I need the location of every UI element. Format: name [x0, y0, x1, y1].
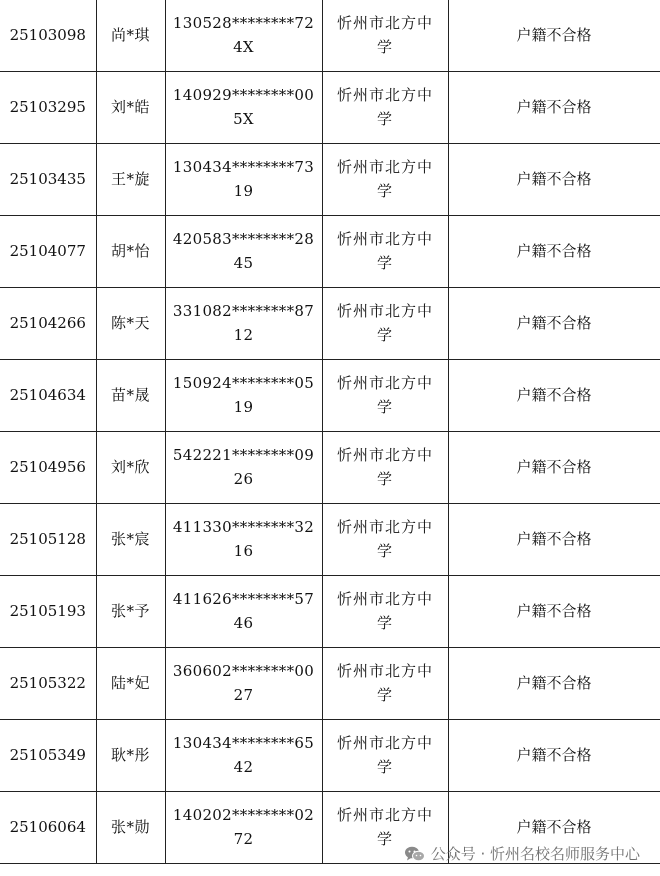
school-cell [322, 576, 448, 648]
candidate-id-cell: 25104956 [0, 432, 96, 504]
table-row [0, 0, 660, 72]
table-row [0, 432, 660, 504]
id-number-line-1: 411626********57 [172, 590, 315, 609]
reason-cell: 户籍不合格 [448, 144, 660, 216]
candidate-id-cell: 25105128 [0, 504, 96, 576]
id-number-line-1: 411330********32 [172, 518, 315, 537]
id-number-cell [165, 144, 322, 216]
reason-cell: 户籍不合格 [448, 288, 660, 360]
id-number-cell [165, 288, 322, 360]
school-line-1: 忻州市北方中 [336, 374, 433, 393]
school-line-2: 学 [376, 109, 393, 128]
candidate-name-cell: 胡*怡 [96, 216, 165, 288]
school-cell [322, 144, 448, 216]
reason-cell: 户籍不合格 [448, 0, 660, 72]
id-number-cell [165, 432, 322, 504]
school-cell [322, 216, 448, 288]
reason-cell: 户籍不合格 [448, 360, 660, 432]
table-row [0, 576, 660, 648]
watermark [404, 843, 640, 864]
candidate-name-cell: 尚*琪 [96, 0, 165, 72]
reason-cell: 户籍不合格 [448, 792, 660, 864]
candidate-id-cell: 25103098 [0, 0, 96, 72]
school-line-1: 忻州市北方中 [336, 806, 433, 825]
school-line-2: 学 [376, 253, 393, 272]
school-line-2: 学 [376, 325, 393, 344]
reason-cell: 户籍不合格 [448, 720, 660, 792]
reason-cell: 户籍不合格 [448, 216, 660, 288]
candidate-id-cell: 25105322 [0, 648, 96, 720]
candidate-name-cell: 刘*皓 [96, 72, 165, 144]
candidate-id-cell: 25104077 [0, 216, 96, 288]
school-line-1: 忻州市北方中 [336, 86, 433, 105]
id-number-line-1: 331082********87 [172, 302, 315, 321]
id-number-line-1: 130434********65 [172, 734, 315, 753]
id-number-cell [165, 648, 322, 720]
table-row [0, 288, 660, 360]
school-cell [322, 288, 448, 360]
reason-cell: 户籍不合格 [448, 72, 660, 144]
id-number-cell [165, 72, 322, 144]
id-number-cell [165, 792, 322, 864]
id-number-line-2: 19 [233, 397, 254, 416]
school-line-2: 学 [376, 37, 393, 56]
table-row [0, 720, 660, 792]
candidate-id-cell: 25104266 [0, 288, 96, 360]
candidate-id-cell: 25103295 [0, 72, 96, 144]
candidate-name-cell: 张*宸 [96, 504, 165, 576]
watermark-text: 公众号 · 忻州名校名师服务中心 [430, 845, 640, 863]
school-line-2: 学 [376, 613, 393, 632]
id-number-line-1: 140202********02 [172, 806, 315, 825]
candidate-id-cell: 25106064 [0, 792, 96, 864]
candidate-name-cell: 刘*欣 [96, 432, 165, 504]
school-line-1: 忻州市北方中 [336, 158, 433, 177]
id-number-line-1: 130528********72 [172, 14, 315, 33]
school-line-2: 学 [376, 757, 393, 776]
school-line-1: 忻州市北方中 [336, 590, 433, 609]
school-line-2: 学 [376, 181, 393, 200]
school-line-2: 学 [376, 829, 393, 848]
id-number-line-2: 4X [233, 37, 254, 56]
id-number-line-2: 19 [233, 181, 254, 200]
school-cell [322, 360, 448, 432]
school-line-1: 忻州市北方中 [336, 662, 433, 681]
id-number-line-2: 72 [233, 829, 254, 848]
id-number-line-2: 16 [233, 541, 254, 560]
table-row [0, 504, 660, 576]
school-line-2: 学 [376, 469, 393, 488]
id-number-line-2: 5X [233, 109, 254, 128]
id-number-line-2: 26 [233, 469, 254, 488]
id-number-line-1: 130434********73 [172, 158, 315, 177]
school-cell [322, 0, 448, 72]
id-number-line-2: 12 [233, 325, 254, 344]
candidate-id-cell: 25103435 [0, 144, 96, 216]
id-number-cell [165, 360, 322, 432]
school-cell [322, 720, 448, 792]
table-row [0, 216, 660, 288]
candidate-name-cell: 张*予 [96, 576, 165, 648]
candidate-name-cell: 王*旋 [96, 144, 165, 216]
id-number-line-1: 420583********28 [172, 230, 315, 249]
school-line-1: 忻州市北方中 [336, 518, 433, 537]
candidate-id-cell: 25105349 [0, 720, 96, 792]
school-cell [322, 648, 448, 720]
id-number-line-2: 46 [233, 613, 254, 632]
candidate-name-cell: 陈*天 [96, 288, 165, 360]
school-line-2: 学 [376, 397, 393, 416]
id-number-cell [165, 576, 322, 648]
school-line-1: 忻州市北方中 [336, 14, 433, 33]
school-line-1: 忻州市北方中 [336, 734, 433, 753]
id-number-cell [165, 0, 322, 72]
table-row [0, 144, 660, 216]
id-number-line-1: 360602********00 [172, 662, 315, 681]
table-row [0, 360, 660, 432]
school-line-1: 忻州市北方中 [336, 230, 433, 249]
reason-cell: 户籍不合格 [448, 576, 660, 648]
id-number-cell [165, 720, 322, 792]
reason-cell: 户籍不合格 [448, 504, 660, 576]
school-cell [322, 504, 448, 576]
id-number-cell [165, 216, 322, 288]
candidate-name-cell: 张*勋 [96, 792, 165, 864]
id-number-line-1: 542221********09 [172, 446, 315, 465]
school-line-1: 忻州市北方中 [336, 302, 433, 321]
candidate-name-cell: 耿*彤 [96, 720, 165, 792]
id-number-line-1: 150924********05 [172, 374, 315, 393]
id-number-line-2: 27 [233, 685, 254, 704]
table-row [0, 72, 660, 144]
candidate-id-cell: 25105193 [0, 576, 96, 648]
table-row [0, 648, 660, 720]
school-cell [322, 72, 448, 144]
candidate-id-cell: 25104634 [0, 360, 96, 432]
school-cell [322, 432, 448, 504]
reason-cell: 户籍不合格 [448, 648, 660, 720]
id-number-line-2: 42 [233, 757, 254, 776]
reason-cell: 户籍不合格 [448, 432, 660, 504]
id-number-line-1: 140929********00 [172, 86, 315, 105]
candidate-name-cell: 苗*晟 [96, 360, 165, 432]
school-line-2: 学 [376, 541, 393, 560]
school-line-1: 忻州市北方中 [336, 446, 433, 465]
candidate-name-cell: 陆*妃 [96, 648, 165, 720]
wechat-icon [404, 845, 426, 863]
id-number-line-2: 45 [233, 253, 254, 272]
id-number-cell [165, 504, 322, 576]
school-line-2: 学 [376, 685, 393, 704]
